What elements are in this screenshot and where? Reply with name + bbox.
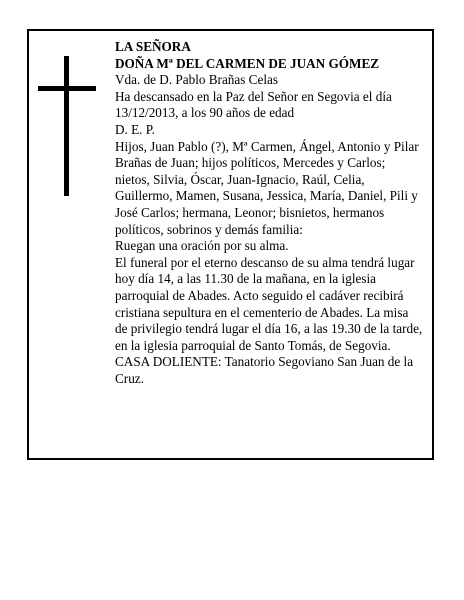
deceased-name: DOÑA Mª DEL CARMEN DE JUAN GÓMEZ bbox=[115, 55, 380, 71]
funeral-home: CASA DOLIENTE: Tanatorio Segoviano San Juan de la Cruz. bbox=[115, 354, 414, 386]
widow-line: Vda. de D. Pablo Brañas Celas bbox=[115, 72, 278, 88]
obituary-title: LA SEÑORA bbox=[115, 39, 191, 54]
cross-icon-vertical bbox=[64, 56, 69, 196]
obituary-text bbox=[115, 39, 423, 387]
death-notice: Ha descansado en la Paz del Señor en Segovia el día 13/12/2013, a los 90 años de edad bbox=[115, 88, 392, 121]
funeral-details: El funeral por el eterno descanso de su alma tendrá lugar hoy día 14, a las 11.30 de la mañana, en la iglesia parroquial de Abades. Acto seguido el cadáver recibirá cristiana sepultura en el cementerio de Abades. La misa de privilegio tendrá lugar el día 16, a las 19.30 de la tarde, en la iglesia parroquial de Santo Tomás, de Segovia. bbox=[115, 254, 423, 353]
rip-line: D. E. P. bbox=[115, 121, 155, 137]
prayer-request: Ruegan una oración por su alma. bbox=[115, 238, 289, 254]
family-list: Hijos, Juan Pablo (?), Mª Carmen, Ángel, Antonio y Pilar Brañas de Juan; hijos políticos, Mercedes y Carlos; nietos, Silvia, Óscar, Juan-Ignacio, Raúl, Celia, Guillermo, Mamen, Susana, Jessica, María, Daniel, Pili y José Carlos; hermana, Leonor; bisnietos, hermanos políticos, sobrinos y demás familia: bbox=[115, 138, 419, 237]
cross-icon-horizontal bbox=[38, 86, 96, 91]
